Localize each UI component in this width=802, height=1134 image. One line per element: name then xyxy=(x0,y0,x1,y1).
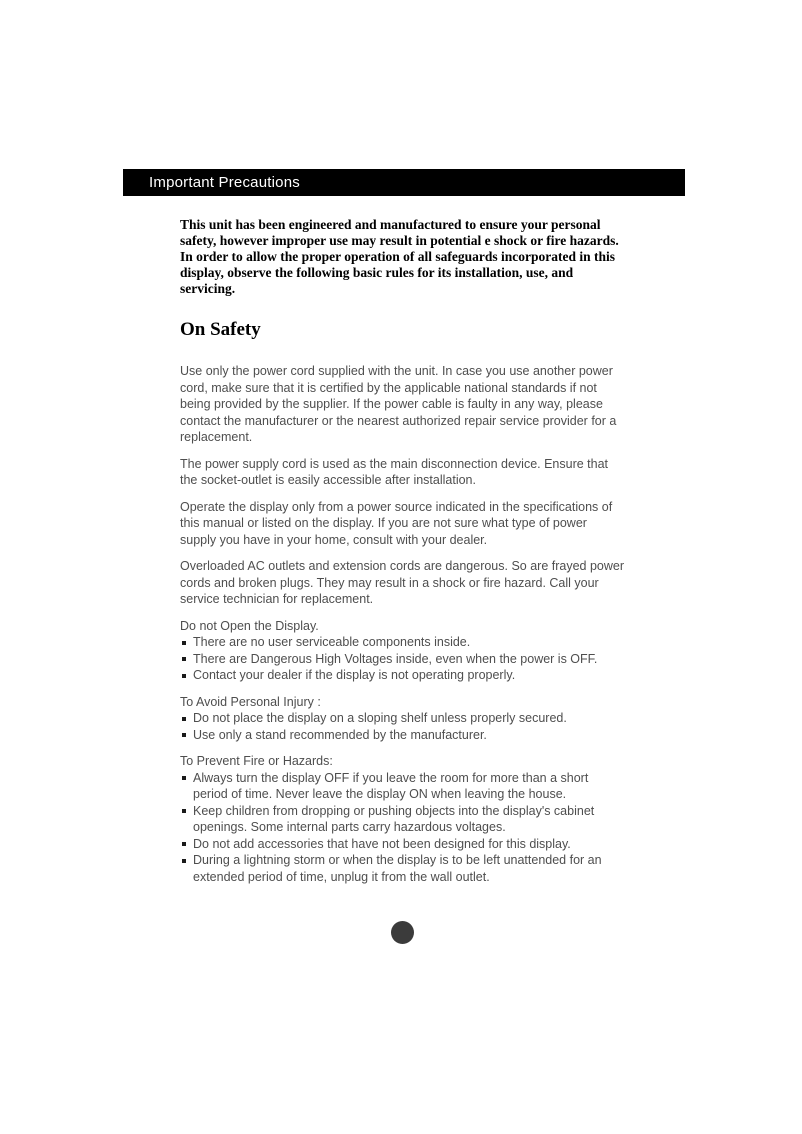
bullet-square-icon xyxy=(182,842,186,846)
list-item xyxy=(180,852,626,885)
bullet-list xyxy=(180,770,626,886)
paragraph: The power supply cord is used as the main disconnection device. Ensure that the socket-outlet is easily accessible after installation. xyxy=(180,456,609,487)
list-item-text: Contact your dealer if the display is not operating properly. xyxy=(193,668,516,682)
do-not-open-group xyxy=(180,618,626,684)
list-item xyxy=(180,770,626,803)
bullet-square-icon xyxy=(182,674,186,678)
bullet-square-icon xyxy=(182,657,186,661)
bullet-square-icon xyxy=(182,776,186,780)
paragraph: Operate the display only from a power source indicated in the specifications of this manual or listed on the display. If you are not sure what type of power supply you have in your home, consult with your dealer. xyxy=(180,499,613,547)
list-item xyxy=(180,836,626,853)
paragraph: Use only the power cord supplied with the unit. In case you use another power cord, make sure that it is certified by the applicable national standards if not being provided by the supplier. If the power cable is faulty in any way, please contact the manufacturer or the nearest authorized repair service provider for a replacement. xyxy=(180,364,617,444)
list-item xyxy=(180,803,626,836)
list-item-text: Do not add accessories that have not been designed for this display. xyxy=(193,836,571,851)
intro-paragraph: This unit has been engineered and manufactured to ensure your personal safety, however improper use may result in potential e shock or fire hazards. In order to allow the proper operation of all safeguards incorporated in this display, observe the following basic rules for its installation, use, and servicing. xyxy=(180,217,619,296)
list-item-text: Use only a stand recommended by the manufacturer. xyxy=(193,727,487,742)
group-lead: Do not Open the Display. xyxy=(180,618,319,633)
page-number-badge xyxy=(391,921,414,944)
bullet-square-icon xyxy=(182,641,186,645)
bullet-list xyxy=(180,634,626,684)
list-item xyxy=(180,727,626,744)
section-heading-on-safety: On Safety xyxy=(180,319,261,340)
list-item-text: Always turn the display OFF if you leave the room for more than a short period of time. Never leave the display ON when leaving the house. xyxy=(193,770,589,801)
list-item-text: During a lightning storm or when the display is to be left unattended for an extended period of time, unplug it from the wall outlet. xyxy=(193,853,602,884)
bullet-square-icon xyxy=(182,809,186,813)
list-item-text: Keep children from dropping or pushing objects into the display's cabinet openings. Some internal parts carry hazardous voltages. xyxy=(193,803,595,834)
list-item xyxy=(180,651,626,668)
group-lead: To Avoid Personal Injury : xyxy=(180,694,321,709)
bullet-list xyxy=(180,710,626,743)
list-item xyxy=(180,710,626,727)
list-item xyxy=(180,667,626,684)
list-item-text: There are Dangerous High Voltages inside, even when the power is OFF. xyxy=(193,651,598,666)
bullet-square-icon xyxy=(182,733,186,737)
paragraph: Overloaded AC outlets and extension cords are dangerous. So are frayed power cords and broken plugs. They may result in a shock or fire hazard. Call your service technician for replacement. xyxy=(180,559,625,606)
bullet-square-icon xyxy=(182,859,186,863)
prevent-fire-group xyxy=(180,753,626,885)
bullet-square-icon xyxy=(182,717,186,721)
list-item xyxy=(180,634,626,651)
avoid-injury-group xyxy=(180,694,626,744)
section-header-bar xyxy=(123,169,685,196)
page-content xyxy=(180,217,626,895)
page-title: Important Precautions xyxy=(149,174,300,191)
group-lead: To Prevent Fire or Hazards: xyxy=(180,754,333,768)
list-item-text: Do not place the display on a sloping shelf unless properly secured. xyxy=(193,711,567,725)
list-item-text: There are no user serviceable components inside. xyxy=(193,635,471,649)
